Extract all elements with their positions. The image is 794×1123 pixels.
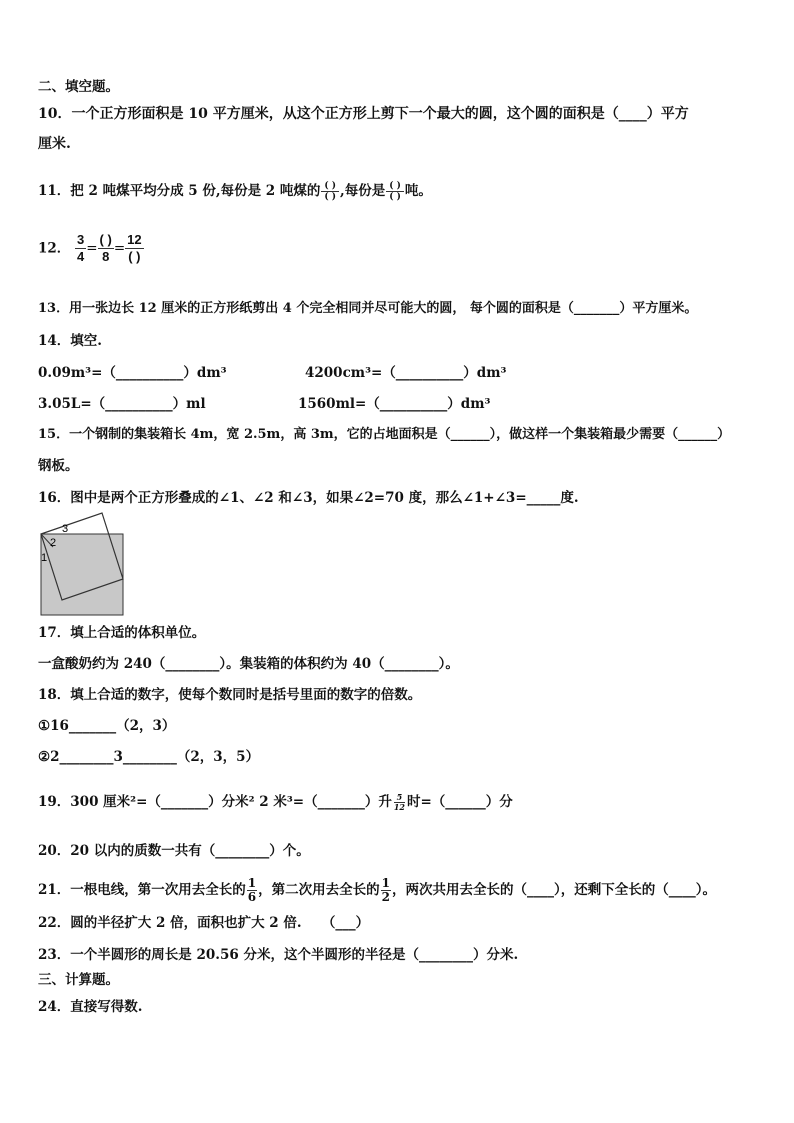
question-21-text-pre: 21．一根电线，第一次用去全长的 <box>38 882 246 898</box>
question-15-line2: 钢板。 <box>38 458 79 474</box>
question-10-line2: 厘米. <box>38 136 71 152</box>
question-17-title: 17．填上合适的体积单位。 <box>38 625 206 641</box>
question-19-text-pre: 19．300 厘米²=（_______）分米² 2 米³=（_______）升 <box>38 794 392 810</box>
question-21-fraction-1 <box>247 877 257 904</box>
question-19-text-post: 时=（______）分 <box>406 794 513 810</box>
question-11 <box>38 181 432 202</box>
question-11-fraction-blank-2 <box>386 181 404 202</box>
question-14-row2-left: 3.05L=（__________）ml <box>38 396 206 412</box>
question-14-title: 14．填空. <box>38 333 102 349</box>
question-20: 20．20 以内的质数一共有（________）个。 <box>38 843 310 859</box>
fraction-denominator: 6 <box>247 890 257 904</box>
question-17-body: 一盒酸奶约为 240（________）。集装箱的体积约为 40（________）。 <box>38 656 459 672</box>
question-11-text-mid: ,每份是 <box>340 183 386 199</box>
question-18-a: ①16_______（2，3） <box>38 718 176 734</box>
equals-sign: = <box>113 240 126 257</box>
fraction-numerator: 1 <box>381 876 391 890</box>
question-21-text-post: ，两次共用去全长的（____），还剩下全长的（____）。 <box>392 882 717 898</box>
fraction-numerator: 3 <box>77 232 85 247</box>
fraction-denominator: 12 <box>393 802 405 812</box>
section-heading-calculation: 三、计算题。 <box>38 972 119 988</box>
question-19 <box>38 793 513 812</box>
question-21-fraction-2 <box>381 877 391 904</box>
fraction-numerator: 5 <box>394 793 405 803</box>
angle-label-3: 3 <box>62 523 69 535</box>
question-11-text-pre: 11．把 2 吨煤平均分成 5 份,每份是 2 吨煤的 <box>38 183 321 199</box>
question-21-text-mid: ，第二次用去全长的 <box>258 882 380 898</box>
fraction-denominator: ( ) <box>324 192 337 202</box>
fraction-numerator: 1 <box>247 876 257 890</box>
fraction-numerator: 12 <box>127 232 142 247</box>
fraction-denominator: 2 <box>381 890 391 904</box>
question-21 <box>38 877 716 904</box>
fraction-denominator: 8 <box>102 249 110 264</box>
question-19-fraction <box>394 793 405 812</box>
question-10-line1: 10．一个正方形面积是 10 平方厘米，从这个正方形上剪下一个最大的圆，这个圆的面积是（____）平方 <box>38 106 689 122</box>
question-12-fraction-3 <box>125 232 143 265</box>
question-23: 23．一个半圆形的周长是 20.56 分米，这个半圆形的半径是（________）分米. <box>38 947 519 963</box>
question-12-fraction-2 <box>98 232 114 265</box>
equals-sign: = <box>86 240 98 257</box>
question-11-fraction-blank-1 <box>321 181 339 202</box>
fraction-numerator: ( ) <box>99 232 112 247</box>
question-18-title: 18．填上合适的数字，使每个数同时是括号里面的数字的倍数。 <box>38 687 422 703</box>
fraction-denominator: 4 <box>77 249 85 264</box>
question-12-fraction-1 <box>75 232 86 265</box>
overlapping-squares-figure <box>40 512 130 616</box>
section-heading-fill-blank: 二、填空题。 <box>38 79 119 95</box>
fraction-numerator: ( ) <box>321 181 339 192</box>
question-14-row1-left: 0.09m³=（__________）dm³ <box>38 365 227 381</box>
fraction-numerator: ( ) <box>386 181 404 192</box>
question-15-line1: 15．一个钢制的集装箱长 4m，宽 2.5m，高 3m，它的占地面积是（______），做这样一个集装箱最少需要（______） <box>38 427 731 442</box>
angle-label-1: 1 <box>41 552 48 564</box>
question-12-label: 12． <box>38 240 71 257</box>
question-18-b: ②2________3________（2，3，5） <box>38 749 260 765</box>
question-13: 13．用一张边长 12 厘米的正方形纸剪出 4 个完全相同并尽可能大的圆， 每个圆的面积是（_______）平方厘米。 <box>38 301 698 316</box>
question-11-text-post: 吨。 <box>404 183 432 199</box>
fraction-denominator: ( ) <box>389 192 401 202</box>
fraction-denominator: ( ) <box>128 249 141 264</box>
question-24: 24．直接写得数. <box>38 999 143 1015</box>
question-14-row2-right: 1560ml=（__________）dm³ <box>298 396 491 412</box>
question-22: 22．圆的半径扩大 2 倍，面积也扩大 2 倍. （___） <box>38 915 370 931</box>
question-14-row1-right: 4200cm³=（__________）dm³ <box>305 365 507 381</box>
angle-label-2: 2 <box>50 537 57 549</box>
question-12 <box>38 232 144 265</box>
question-16: 16．图中是两个正方形叠成的∠1、∠2 和∠3，如果∠2=70 度，那么∠1+∠3=_____度. <box>38 490 579 506</box>
